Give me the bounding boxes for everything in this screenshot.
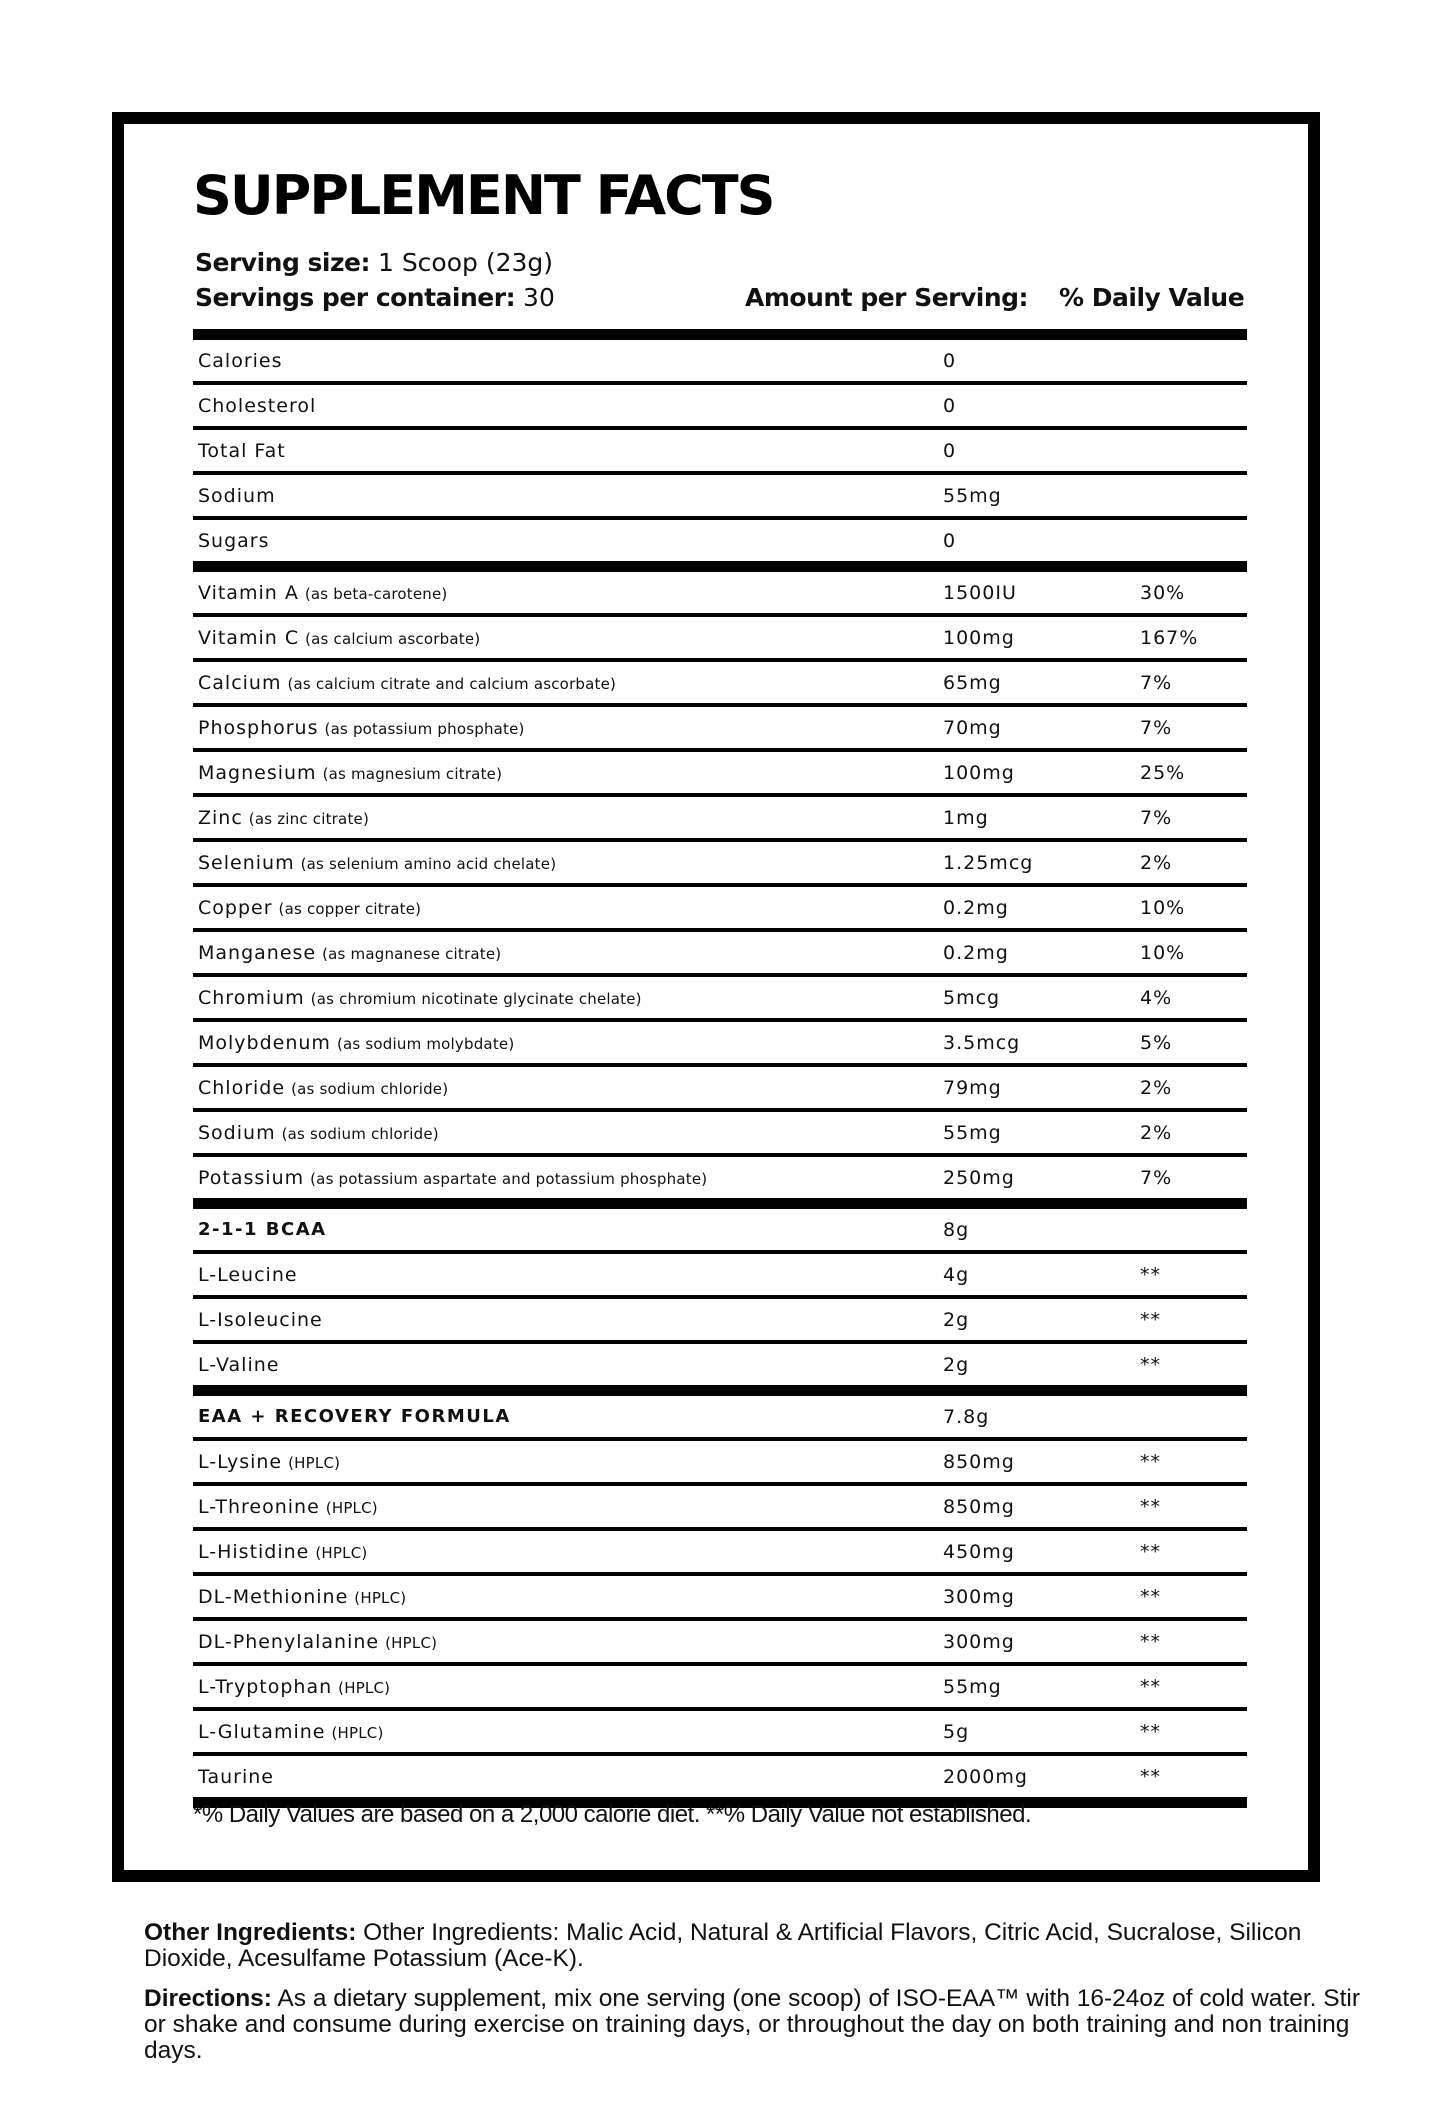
directions-text: As a dietary supplement, mix one serving (one scoop) of ISO-EAA™ with 16-24oz of cold water. Stir or shake and consume during exercise on training days, or throughout the day on both training and non training days. <box>144 1985 1361 2064</box>
nutrient-label: Chloride <box>198 1076 286 1099</box>
nutrient-label: Vitamin C <box>198 626 300 649</box>
nutrient-name <box>198 627 480 649</box>
nutrient-daily-value: ** <box>1140 1675 1161 1698</box>
panel-title: SUPPLEMENT FACTS <box>193 164 774 227</box>
nutrient-row <box>193 1022 1247 1067</box>
nutrient-row <box>193 1666 1247 1711</box>
nutrient-label: Taurine <box>198 1765 274 1788</box>
nutrient-note: (as selenium amino acid chelate) <box>300 854 557 873</box>
nutrient-note: (HPLC) <box>354 1588 407 1607</box>
nutrient-row <box>193 1299 1247 1344</box>
nutrient-name <box>198 1309 323 1331</box>
daily-value-header: % Daily Value <box>1059 283 1245 312</box>
serving-size-label: Serving size: <box>195 248 371 277</box>
servings-per-container <box>195 283 555 312</box>
footnote: *% Daily Values are based on a 2,000 calorie diet. **% Daily Value not established. <box>193 1801 1032 1828</box>
nutrient-name <box>198 1676 390 1698</box>
nutrient-row <box>193 430 1247 475</box>
nutrient-row <box>193 977 1247 1022</box>
nutrient-daily-value: ** <box>1140 1308 1161 1331</box>
nutrient-name <box>198 1077 448 1099</box>
nutrient-name <box>198 672 616 694</box>
nutrient-name <box>198 1766 274 1788</box>
nutrient-name <box>198 1451 340 1473</box>
nutrient-amount: 0 <box>943 439 957 462</box>
nutrient-daily-value: 30% <box>1140 581 1186 604</box>
nutrient-daily-value: 25% <box>1140 761 1186 784</box>
nutrient-daily-value: 4% <box>1140 986 1173 1009</box>
nutrient-row <box>193 1441 1247 1486</box>
nutrient-label: Molybdenum <box>198 1031 331 1054</box>
nutrient-label: L-Leucine <box>198 1263 298 1286</box>
nutrient-row <box>193 1486 1247 1531</box>
supplement-facts-panel <box>112 112 1320 1882</box>
nutrient-label: Sodium <box>198 484 276 507</box>
nutrient-name <box>198 485 276 507</box>
nutrient-daily-value: ** <box>1140 1495 1161 1518</box>
nutrient-amount: 65mg <box>943 671 1002 694</box>
nutrient-label: DL-Methionine <box>198 1585 349 1608</box>
nutrient-row <box>193 1254 1247 1299</box>
nutrient-name <box>198 530 270 552</box>
nutrient-note: (HPLC) <box>325 1498 378 1517</box>
nutrient-name <box>198 717 525 739</box>
nutrient-amount: 4g <box>943 1263 970 1286</box>
serving-size-value: 1 Scoop (23g) <box>370 248 554 277</box>
top-divider <box>193 329 1247 340</box>
serving-size <box>195 248 553 277</box>
nutrient-table <box>193 340 1247 1808</box>
nutrient-name <box>198 1586 406 1608</box>
nutrient-label: Vitamin A <box>198 581 299 604</box>
nutrient-name <box>198 852 556 874</box>
nutrient-amount: 0 <box>943 394 957 417</box>
nutrient-name <box>198 897 421 919</box>
nutrient-label: DL-Phenylalanine <box>198 1630 380 1653</box>
nutrient-note: (as magnanese citrate) <box>322 944 502 963</box>
nutrient-note: (HPLC) <box>331 1723 384 1742</box>
nutrient-daily-value: 167% <box>1140 626 1199 649</box>
nutrient-amount: 5mcg <box>943 986 1001 1009</box>
nutrient-amount: 3.5mcg <box>943 1031 1021 1054</box>
nutrient-amount: 1mg <box>943 806 989 829</box>
nutrient-label: EAA + RECOVERY FORMULA <box>198 1406 511 1427</box>
nutrient-amount: 100mg <box>943 761 1015 784</box>
nutrient-row <box>193 932 1247 977</box>
nutrient-amount: 55mg <box>943 484 1002 507</box>
nutrient-label: Phosphorus <box>198 716 319 739</box>
nutrient-label: L-Histidine <box>198 1540 310 1563</box>
nutrient-amount: 250mg <box>943 1166 1015 1189</box>
nutrient-name <box>198 1032 514 1054</box>
nutrient-daily-value: 5% <box>1140 1031 1173 1054</box>
nutrient-name <box>198 1721 384 1743</box>
nutrient-daily-value: ** <box>1140 1720 1161 1743</box>
nutrient-daily-value: 7% <box>1140 671 1173 694</box>
nutrient-note: (as beta-carotene) <box>304 584 448 603</box>
nutrient-name <box>198 395 316 417</box>
nutrient-note: (as potassium phosphate) <box>324 719 525 738</box>
nutrient-row <box>193 340 1247 385</box>
nutrient-daily-value: 2% <box>1140 1121 1173 1144</box>
nutrient-daily-value: ** <box>1140 1540 1161 1563</box>
nutrient-amount: 850mg <box>943 1495 1015 1518</box>
nutrient-daily-value: ** <box>1140 1353 1161 1376</box>
nutrient-row <box>193 1344 1247 1396</box>
nutrient-name <box>198 1122 439 1144</box>
nutrient-amount: 1.25mcg <box>943 851 1034 874</box>
nutrient-name <box>198 582 447 604</box>
nutrient-name <box>198 1631 437 1653</box>
nutrient-label: 2-1-1 BCAA <box>198 1219 327 1240</box>
nutrient-note: (as sodium chloride) <box>281 1124 439 1143</box>
nutrient-row <box>193 1576 1247 1621</box>
nutrient-row <box>193 520 1247 572</box>
nutrient-label: L-Glutamine <box>198 1720 326 1743</box>
nutrient-name <box>198 762 502 784</box>
nutrient-amount: 5g <box>943 1720 970 1743</box>
nutrient-note: (as calcium citrate and calcium ascorbate) <box>287 674 617 693</box>
nutrient-amount: 0 <box>943 529 957 552</box>
nutrient-row <box>193 1396 1247 1441</box>
nutrient-daily-value: ** <box>1140 1630 1161 1653</box>
nutrient-daily-value: 7% <box>1140 806 1173 829</box>
nutrient-name <box>198 1264 298 1286</box>
nutrient-amount: 0.2mg <box>943 896 1009 919</box>
nutrient-amount: 300mg <box>943 1585 1015 1608</box>
nutrient-row <box>193 887 1247 932</box>
nutrient-name <box>198 350 283 372</box>
nutrient-note: (HPLC) <box>385 1633 438 1652</box>
nutrient-note: (as sodium chloride) <box>291 1079 449 1098</box>
amount-per-serving-header: Amount per Serving: <box>745 283 1029 312</box>
nutrient-label: L-Lysine <box>198 1450 283 1473</box>
nutrient-label: Zinc <box>198 806 243 829</box>
directions <box>144 1986 1364 2064</box>
nutrient-name <box>198 942 501 964</box>
nutrient-label: L-Isoleucine <box>198 1308 323 1331</box>
nutrient-amount: 2000mg <box>943 1765 1028 1788</box>
nutrient-amount: 55mg <box>943 1675 1002 1698</box>
directions-label: Directions: <box>144 1985 272 2012</box>
nutrient-amount: 0 <box>943 349 957 372</box>
nutrient-label: Chromium <box>198 986 305 1009</box>
nutrient-daily-value: 10% <box>1140 896 1186 919</box>
servings-per-container-value: 30 <box>515 283 555 312</box>
nutrient-daily-value: 10% <box>1140 941 1186 964</box>
nutrient-row <box>193 797 1247 842</box>
nutrient-row <box>193 572 1247 617</box>
nutrient-amount: 55mg <box>943 1121 1002 1144</box>
nutrient-note: (as potassium aspartate and potassium phosphate) <box>310 1169 708 1188</box>
nutrient-note: (as copper citrate) <box>278 899 422 918</box>
nutrient-label: L-Threonine <box>198 1495 320 1518</box>
nutrient-daily-value: 7% <box>1140 716 1173 739</box>
nutrient-name <box>198 1167 707 1189</box>
nutrient-name <box>198 1541 367 1563</box>
nutrient-label: Calories <box>198 349 283 372</box>
nutrient-label: Total Fat <box>198 439 286 462</box>
nutrient-amount: 850mg <box>943 1450 1015 1473</box>
nutrient-amount: 2g <box>943 1353 970 1376</box>
nutrient-note: (HPLC) <box>338 1678 391 1697</box>
nutrient-label: Cholesterol <box>198 394 317 417</box>
nutrient-label: Selenium <box>198 851 295 874</box>
nutrient-label: Magnesium <box>198 761 317 784</box>
nutrient-amount: 100mg <box>943 626 1015 649</box>
nutrient-row <box>193 1209 1247 1254</box>
nutrient-row <box>193 1621 1247 1666</box>
nutrient-name <box>198 440 286 462</box>
nutrient-amount: 70mg <box>943 716 1002 739</box>
nutrient-note: (HPLC) <box>288 1453 341 1472</box>
nutrient-row <box>193 752 1247 797</box>
nutrient-name <box>198 1354 279 1376</box>
nutrient-amount: 2g <box>943 1308 970 1331</box>
nutrient-row <box>193 385 1247 430</box>
servings-per-container-label: Servings per container: <box>195 283 516 312</box>
nutrient-daily-value: 7% <box>1140 1166 1173 1189</box>
nutrient-name <box>198 1219 327 1240</box>
nutrient-name <box>198 807 369 829</box>
nutrient-daily-value: 2% <box>1140 1076 1173 1099</box>
nutrient-row <box>193 662 1247 707</box>
nutrient-daily-value: ** <box>1140 1450 1161 1473</box>
nutrient-row <box>193 1157 1247 1209</box>
nutrient-amount: 8g <box>943 1218 970 1241</box>
nutrient-name <box>198 1406 511 1427</box>
other-ingredients <box>144 1920 1364 1972</box>
nutrient-label: Copper <box>198 896 273 919</box>
nutrient-label: Calcium <box>198 671 282 694</box>
nutrient-amount: 1500IU <box>943 581 1017 604</box>
nutrient-row <box>193 617 1247 662</box>
nutrient-note: (as calcium ascorbate) <box>305 629 481 648</box>
nutrient-daily-value: ** <box>1140 1585 1161 1608</box>
nutrient-daily-value: ** <box>1140 1765 1161 1788</box>
nutrient-row <box>193 1711 1247 1756</box>
nutrient-amount: 300mg <box>943 1630 1015 1653</box>
nutrient-name <box>198 987 642 1009</box>
other-ingredients-text: Other Ingredients: Malic Acid, Natural & Artificial Flavors, Citric Acid, Sucralose, Silicon Dioxide, Acesulfame Potassium (Ace-K). <box>144 1919 1302 1972</box>
nutrient-amount: 0.2mg <box>943 941 1009 964</box>
nutrient-amount: 450mg <box>943 1540 1015 1563</box>
nutrient-daily-value: ** <box>1140 1263 1161 1286</box>
nutrient-note: (HPLC) <box>315 1543 368 1562</box>
nutrient-daily-value: 2% <box>1140 851 1173 874</box>
nutrient-row <box>193 707 1247 752</box>
nutrient-label: Sugars <box>198 529 270 552</box>
nutrient-row <box>193 1112 1247 1157</box>
nutrient-label: L-Valine <box>198 1353 280 1376</box>
nutrient-note: (as chromium nicotinate glycinate chelate) <box>310 989 642 1008</box>
nutrient-note: (as magnesium citrate) <box>322 764 503 783</box>
nutrient-amount: 79mg <box>943 1076 1002 1099</box>
other-ingredients-label: Other Ingredients: <box>144 1919 357 1946</box>
nutrient-amount: 7.8g <box>943 1405 990 1428</box>
nutrient-row <box>193 475 1247 520</box>
nutrient-row <box>193 842 1247 887</box>
nutrient-label: Manganese <box>198 941 317 964</box>
nutrient-label: Potassium <box>198 1166 305 1189</box>
nutrient-label: Sodium <box>198 1121 276 1144</box>
nutrient-label: L-Tryptophan <box>198 1675 333 1698</box>
nutrient-note: (as sodium molybdate) <box>336 1034 515 1053</box>
nutrient-row <box>193 1531 1247 1576</box>
nutrient-name <box>198 1496 378 1518</box>
nutrient-row <box>193 1067 1247 1112</box>
nutrient-note: (as zinc citrate) <box>248 809 370 828</box>
